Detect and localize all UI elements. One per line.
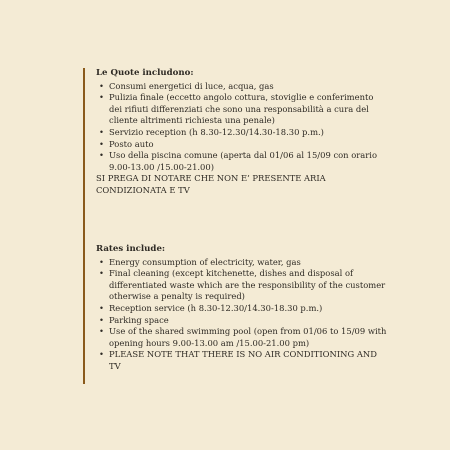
list-item: • Posto auto bbox=[96, 139, 388, 151]
italian-rates-section bbox=[96, 68, 388, 197]
list-item: • Energy consumption of electricity, water, gas bbox=[96, 257, 388, 269]
italian-heading: Le Quote includono: bbox=[96, 68, 194, 78]
list-item: • Pulizia finale (eccetto angolo cottura, stoviglie e conferimento dei rifiuti differenziati che sono una responsabilità a cura del cliente altrimenti richiesta una penale) bbox=[96, 92, 388, 127]
vertical-accent-rule bbox=[83, 68, 85, 384]
english-rates-section bbox=[96, 244, 388, 373]
english-heading: Rates include: bbox=[96, 244, 166, 254]
italian-inclusions-list bbox=[96, 81, 388, 174]
list-item: • Final cleaning (except kitchenette, dishes and disposal of differentiated waste which are the responsibility of the customer otherwise a penalty is required) bbox=[96, 268, 388, 303]
italian-note: SI PREGA DI NOTARE CHE NON E’ PRESENTE ARIA CONDIZIONATA E TV bbox=[96, 173, 326, 195]
list-item: • Uso della piscina comune (aperta dal 01/06 al 15/09 con orario 9.00-13.00 /15.00-21.00) bbox=[96, 150, 388, 173]
list-item: • Use of the shared swimming pool (open from 01/06 to 15/09 with opening hours 9.00-13.00 am /15.00-21.00 pm) bbox=[96, 326, 388, 349]
list-item: • Parking space bbox=[96, 315, 388, 327]
list-item: • Servizio reception (h 8.30-12.30/14.30-18.30 p.m.) bbox=[96, 127, 388, 139]
list-item: • Reception service (h 8.30-12.30/14.30-18.30 p.m.) bbox=[96, 303, 388, 315]
list-item: • Consumi energetici di luce, acqua, gas bbox=[96, 81, 388, 93]
english-inclusions-list bbox=[96, 257, 388, 373]
list-item: • PLEASE NOTE THAT THERE IS NO AIR CONDITIONING AND TV bbox=[96, 349, 388, 372]
